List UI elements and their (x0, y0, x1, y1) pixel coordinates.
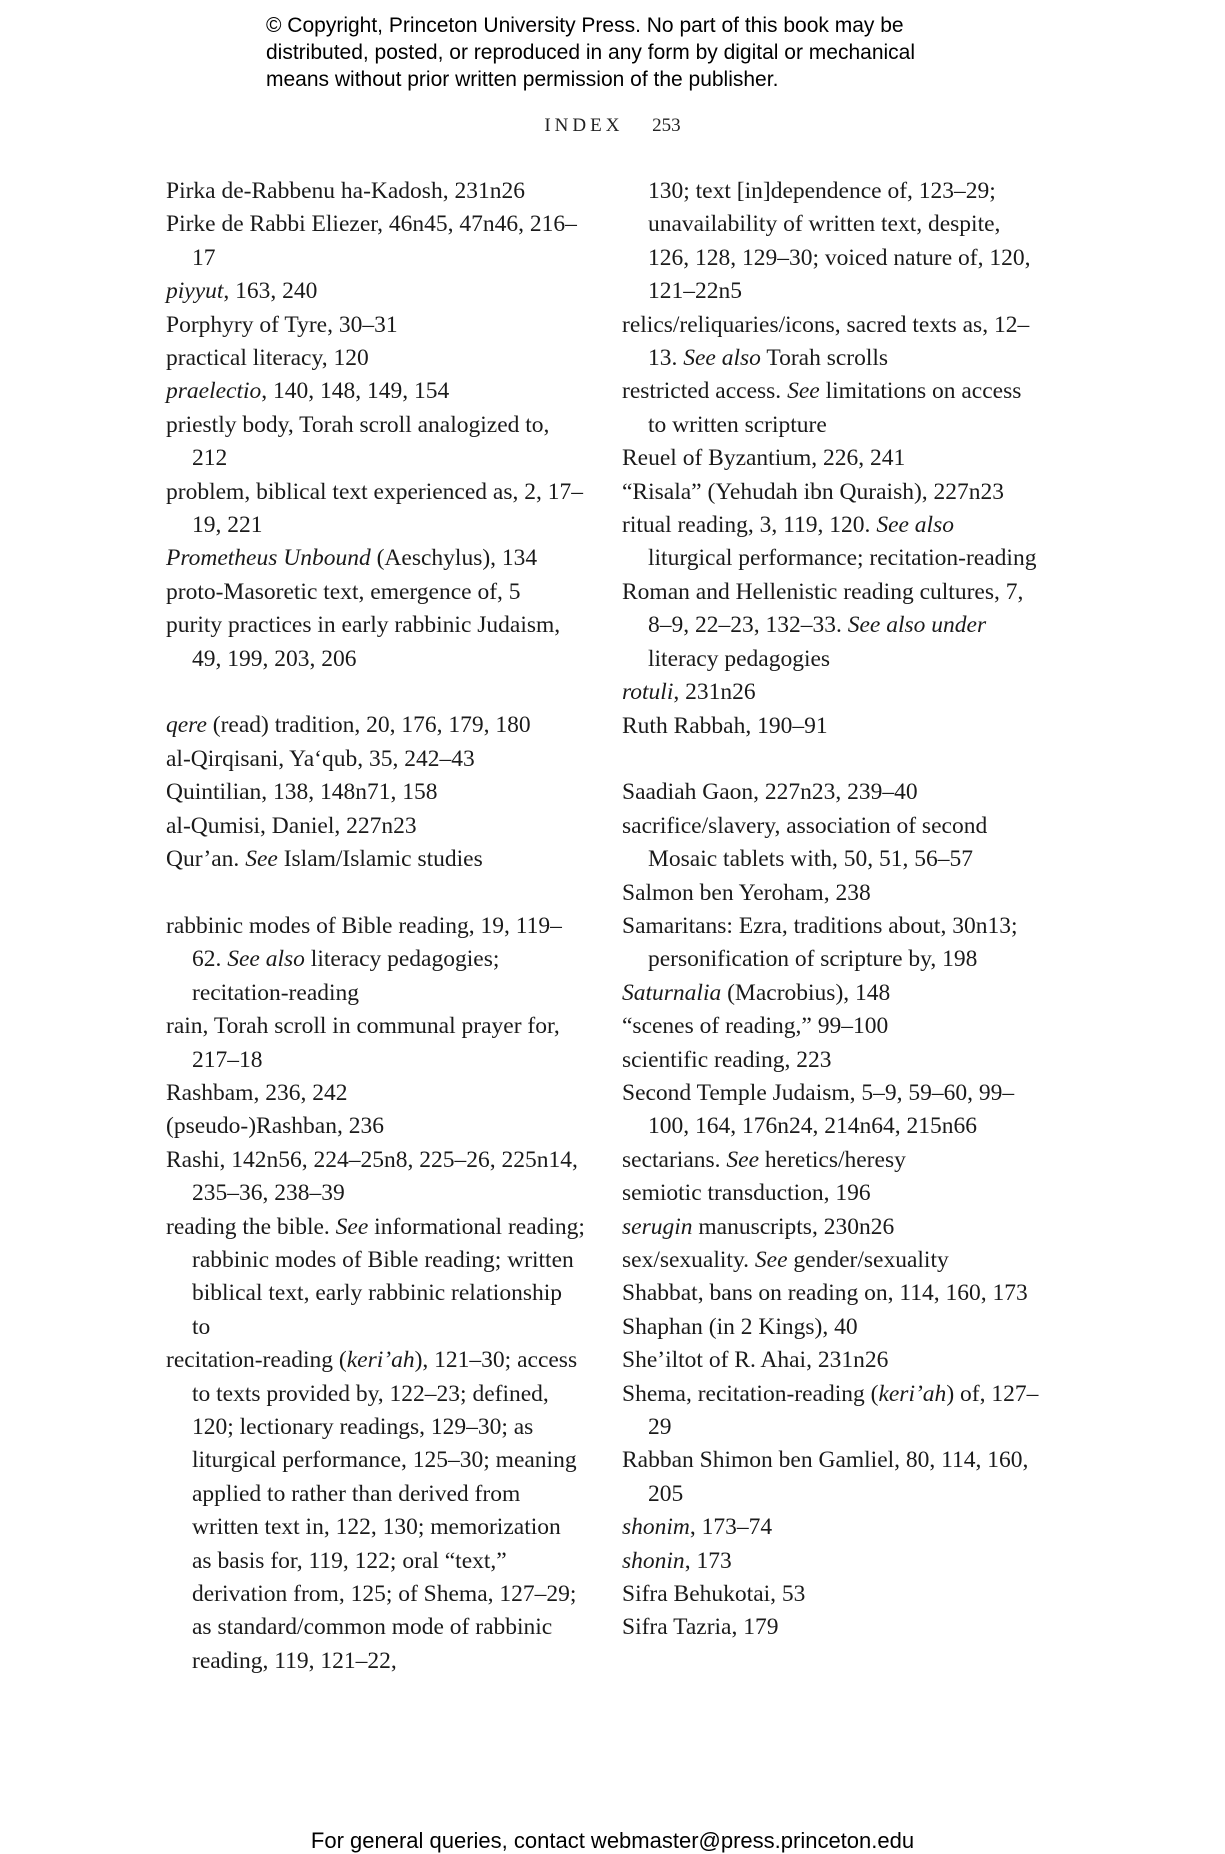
entry-text: (Aeschylus), 134 (370, 545, 538, 572)
entry-text: “scenes of reading,” 99–100 (622, 1013, 889, 1040)
index-entry (622, 710, 1042, 743)
index-entry (166, 309, 586, 342)
letter-group-gap (166, 676, 586, 709)
entry-text: She’iltot of R. Ahai, 231n26 (622, 1347, 889, 1374)
letter-group-gap (166, 877, 586, 910)
entry-text: manuscripts, 230n26 (692, 1213, 895, 1240)
entry-text: rotuli (622, 679, 674, 706)
index-entry (166, 743, 586, 776)
entry-text: Rashi, 142n56, 224–25n8, 225–26, 225n14, 235–36, 238–39 (166, 1146, 578, 1207)
index-entry (166, 1144, 586, 1211)
letter-group-gap (622, 743, 1042, 776)
entry-text: Samaritans: Ezra, traditions about, 30n13; personification of scripture by, 198 (622, 912, 1018, 973)
entry-text: See also (227, 946, 305, 973)
index-entry (166, 576, 586, 609)
index-entry (166, 409, 586, 476)
entry-text: serugin (622, 1213, 693, 1240)
entry-text: See also (683, 345, 761, 372)
index-entry (622, 1444, 1042, 1511)
entry-text: (pseudo-)Rashban, 236 (166, 1113, 384, 1140)
entry-text: rabbinic modes of Bible reading, 19, 119–62. (166, 912, 562, 973)
entry-text: Sifra Behukotai, 53 (622, 1581, 806, 1608)
entry-text: reading the bible. (166, 1213, 336, 1240)
entry-text: Sifra Tazria, 179 (622, 1614, 779, 1641)
entry-text: Qur’an. (166, 846, 246, 873)
entry-text: Salmon ben Yeroham, 238 (622, 879, 871, 906)
index-entry (166, 709, 586, 742)
index-entry (622, 1010, 1042, 1043)
entry-text: literacy pedagogies (648, 645, 831, 672)
index-entry (622, 1311, 1042, 1344)
entry-text: Torah scrolls (760, 345, 889, 372)
footer-contact: For general queries, contact webmaster@press.princeton.edu (310, 1828, 915, 1853)
entry-text: informational reading; rabbinic modes of Bible reading; written biblical text, early rabbinic relationship to (192, 1213, 585, 1340)
index-entry (622, 1177, 1042, 1210)
entry-text: praelectio (166, 378, 262, 405)
entry-text: See (245, 846, 278, 873)
index-entry (622, 676, 1042, 709)
entry-text: piyyut (166, 278, 224, 305)
entry-text: Porphyry of Tyre, 30–31 (166, 311, 398, 338)
entry-text: See (335, 1213, 369, 1240)
entry-text: , 173–74 (689, 1514, 773, 1541)
entry-text: “Risala” (Yehudah ibn Quraish), 227n23 (622, 478, 1005, 505)
index-entry (622, 977, 1042, 1010)
entry-text: Roman and Hellenistic reading cultures, 7, 8–9, 22–23, 132–33. (622, 578, 1024, 639)
index-column-right (622, 175, 1042, 1645)
entry-text: , 231n26 (673, 679, 756, 706)
entry-text: ), 121–30; access to texts provided by, 122–23; defined, 120; lectionary readings, 129–30; as liturgical performance, 125–30; meaning applied to rather than derived from written text in, 122, 130; memorization as basis for, 119, 122; oral “text,” derivation from, 125; of Shema, 127–29; as standard/common mode of rabbinic reading, 119, 121–22, (192, 1347, 578, 1674)
index-entry (166, 175, 586, 208)
entry-text: Ruth Rabbah, 190–91 (622, 712, 828, 739)
index-entry (166, 810, 586, 843)
entry-text: , 140, 148, 149, 154 (261, 378, 450, 405)
entry-text: Shema, recitation-reading ( (622, 1380, 879, 1407)
entry-text: literacy pedagogies; recitation-reading (192, 946, 500, 1006)
index-entry (622, 1545, 1042, 1578)
index-entry (622, 442, 1042, 475)
index-column-left (166, 175, 586, 1678)
entry-text: proto-Masoretic text, emergence of, 5 (166, 578, 521, 605)
index-entry (166, 1077, 586, 1110)
entry-text: priestly body, Torah scroll analogized to, 212 (166, 411, 550, 472)
index-entry (622, 1378, 1042, 1445)
entry-text: See also under (847, 612, 987, 639)
entry-text: ) of, 127–29 (648, 1380, 1039, 1441)
entry-text: problem, biblical text experienced as, 2, 17–19, 221 (166, 478, 583, 539)
index-entry (622, 375, 1042, 442)
index-entry (166, 1110, 586, 1143)
entry-text: Shaphan (in 2 Kings), 40 (622, 1313, 858, 1340)
entry-text: Reuel of Byzantium, 226, 241 (622, 445, 906, 472)
index-entry (622, 576, 1042, 676)
index-entry (622, 776, 1042, 809)
index-entry (166, 910, 586, 1010)
index-entry (166, 342, 586, 375)
page-number: 253 (652, 115, 681, 136)
entry-text: , 173 (684, 1547, 732, 1574)
entry-text: See (787, 378, 820, 405)
entry-text: Saadiah Gaon, 227n23, 239–40 (622, 779, 918, 806)
entry-text: practical literacy, 120 (166, 345, 369, 372)
entry-text: Quintilian, 138, 148n71, 158 (166, 779, 438, 806)
entry-text: See (754, 1246, 788, 1273)
index-entry (622, 1044, 1042, 1077)
entry-text: sacrifice/slavery, association of second Mosaic tablets with, 50, 51, 56–57 (622, 812, 988, 873)
entry-text: semiotic transduction, 196 (622, 1180, 871, 1207)
entry-text: sex/sexuality. (622, 1246, 755, 1273)
index-entry (622, 810, 1042, 877)
index-entry (622, 509, 1042, 576)
entry-text: keri’ah (878, 1380, 947, 1407)
index-entry (166, 1010, 586, 1077)
index-entry (166, 375, 586, 408)
index-entry (622, 1244, 1042, 1277)
copyright-notice (266, 12, 1026, 93)
entry-text: Rabban Shimon ben Gamliel, 80, 114, 160, 205 (622, 1447, 1029, 1507)
index-entry (166, 776, 586, 809)
entry-text: liturgical performance; recitation-reading (648, 545, 1037, 572)
index-entry (622, 910, 1042, 977)
index-entry (622, 1511, 1042, 1544)
entry-text: , 163, 240 (223, 278, 318, 305)
entry-text: Islam/Islamic studies (277, 846, 483, 873)
entry-text: shonim (622, 1514, 690, 1541)
index-entry (622, 309, 1042, 376)
index-entry (166, 609, 586, 676)
entry-text: Rashbam, 236, 242 (166, 1079, 348, 1106)
index-entry (622, 1277, 1042, 1310)
entry-text: Pirka de-Rabbenu ha-Kadosh, 231n26 (166, 178, 525, 204)
index-entry (622, 1578, 1042, 1611)
entry-text: rain, Torah scroll in communal prayer for, 217–18 (166, 1013, 560, 1073)
index-entry (166, 542, 586, 575)
entry-text: Saturnalia (622, 979, 722, 1006)
index-entry (166, 275, 586, 308)
index-entry (622, 1211, 1042, 1244)
index-entry (166, 476, 586, 543)
entry-text: See also (876, 512, 954, 539)
entry-text: gender/sexuality (787, 1246, 949, 1273)
index-entry (166, 1211, 586, 1345)
entry-text: Second Temple Judaism, 5–9, 59–60, 99–100, 164, 176n24, 214n64, 215n66 (622, 1079, 1015, 1140)
index-entry (166, 843, 586, 876)
entry-text: ritual reading, 3, 119, 120. (622, 512, 877, 539)
entry-text: (Macrobius), 148 (721, 979, 891, 1006)
entry-text: shonin (622, 1547, 685, 1574)
index-entry (622, 476, 1042, 509)
index-entry (166, 208, 586, 275)
entry-text: heretics/heresy (759, 1146, 906, 1173)
index-entry (622, 1344, 1042, 1377)
copyright-line: distributed, posted, or reproduced in any form by digital or mechanical (266, 41, 916, 64)
running-head-section: INDEX (544, 115, 624, 136)
copyright-line: © Copyright, Princeton University Press. No part of this book may be (266, 14, 904, 37)
entry-text: al-Qirqisani, Ya‘qub, 35, 242–43 (166, 745, 475, 772)
entry-text: qere (166, 712, 207, 739)
entry-text: relics/reliquaries/icons, sacred texts as, 12–13. (622, 311, 1030, 372)
entry-text: scientific reading, 223 (622, 1046, 832, 1073)
index-entry (622, 1077, 1042, 1144)
entry-text: purity practices in early rabbinic Judaism, 49, 199, 203, 206 (166, 612, 561, 672)
running-head (0, 115, 1225, 137)
index-entry (622, 1611, 1042, 1644)
entry-text: Shabbat, bans on reading on, 114, 160, 173 (622, 1280, 1028, 1307)
entry-text: (read) tradition, 20, 176, 179, 180 (206, 712, 531, 739)
entry-text: keri’ah (346, 1347, 415, 1374)
entry-text: limitations on access to written scripture (648, 378, 1022, 438)
index-entry-continued (622, 175, 1042, 309)
entry-text: 130; text [in]dependence of, 123–29; unavailability of written text, despite, 126, 128, 129–30; voiced nature of, 120, 121–22n5 (648, 178, 1031, 305)
index-entry (166, 1344, 586, 1678)
entry-text: Pirke de Rabbi Eliezer, 46n45, 47n46, 216–17 (166, 211, 577, 271)
entry-text: al-Qumisi, Daniel, 227n23 (166, 812, 417, 839)
entry-text: See (726, 1146, 760, 1173)
copyright-line: means without prior written permission of the publisher. (266, 68, 779, 91)
entry-text: recitation-reading ( (166, 1347, 347, 1374)
entry-text: Prometheus Unbound (166, 545, 371, 572)
entry-text: restricted access. (622, 378, 788, 405)
entry-text: sectarians. (622, 1146, 727, 1173)
index-entry (622, 877, 1042, 910)
index-entry (622, 1144, 1042, 1177)
